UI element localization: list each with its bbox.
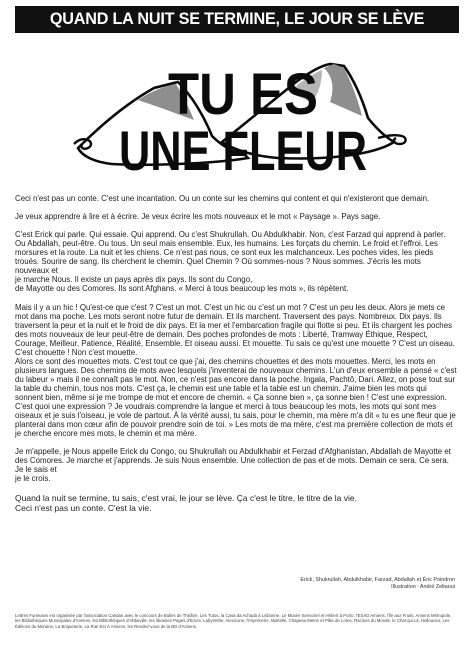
paragraph-name: Je m'appelle, je Nous appelle Erick du Congo, ou Shukrullah ou Abdulkhabir et Ferzad d'Afghanistan, Abdallah de Mayotte et des Comores. Je marche et j'apprends. Je suis Nous ensemble. Une collection de pas et de mots. Demain ce sera. Ce sera. Je le sais et je le crois.	[15, 447, 451, 484]
credits-illustration: Illustration : André Zeltaoui	[391, 584, 455, 590]
closing-line-2: Ceci n'est pas un conte. C'est la vie.	[15, 502, 152, 513]
credits-block	[300, 577, 455, 591]
closing-line-1: Quand la nuit se termine, tu sais, c'est vrai, le jour se lève. Ça c'est le titre, le titre de la vie.	[15, 492, 357, 503]
illustration-word-une-fleur: UNE FLEUR	[119, 119, 367, 179]
footer-partners: Lettres Furieuses est organisée par l'association Caridan avec le concours de Bulles de Théâtre, Les Tutos, la Casa da Achada à Lisbonne, Le Musée Sensoriel et Hébert à Porto, l'ESAD Amiens, l'Île aux Fruits, Amiens Métropole, les Bibliothèques Municipales d'Amiens, les Bibliothèques d'Abbeville, les librairies Pages d'Encre, Labyrinthe, Alexicone, l'Imprimerie, Martelle, Chapeau Melon et Pâte de Lores, Racines du Monde, le Chat qui Lit, Hellouoso, Les Éditions du Moraine, La Briqueterie, La Rue Est À Amiens, les Rendez-vous de la BD d'Amiens.	[15, 613, 452, 629]
credits-authors: Erick, Shukrullah, Abdulkhabir, Farzad, Abdallah et Éric Poindron	[300, 577, 455, 583]
paragraph-erick: C'est Erick qui parle. Qui essaie. Qui apprend. Ou c'est Shukrullah. Ou Abdulkhabir. Non, c'est Farzad qui apprend à parler. Ou Abdallah, peut-être. Ou tous. Un seul mais ensemble. Eux, les humains. Les forçats du chemin. Le froid et l'effroi. Les morsures et la route. La nuit et les chiens. Ce n'est pas nous, ce sont eux les malchanceux. Les poches vides, les pieds troués. Sourire de sang. Ils cherchent le chemin. Quel Chemin ? Où sommes-nous ? Nous sommes. J'écris les mots nouveaux et je marche Nous. Il existe un pays après dix pays. Ils sont du Congo, de Mayotte ou des Comores. Ils sont Afghans. « Merci à tous beaucoup les mots », ils répètent.	[15, 230, 446, 294]
paragraph-write: Je veux apprendre à lire et à écrire. Je veux écrire les mots nouveaux et le mot « Paysage ». Pays sage.	[15, 212, 381, 222]
title-illustration-svg	[72, 44, 410, 179]
title-illustration	[72, 44, 410, 179]
page-banner-title: QUAND LA NUIT SE TERMINE, LE JOUR SE LÈVE	[15, 6, 459, 33]
illustration-word-tu-es: TU ES	[168, 62, 318, 127]
paragraph-hic: Mais il y a un hic ! Qu'est-ce que c'est ? C'est un mot. C'est un hic ou c'est un mot ? C'est un peu les deux. Alors je mets ce mot dans ma poche. Les mots seront notre futur de demain. Et ils marchent. Traversent des pays. Nombreux. Dix pays. Ils traversent la peur et la nuit et le froid de dix pays. Et la mer et l'embarcation fragile qui flotte si peu. Et ils chargent les poches des mots nouveaux de leur peut-être de demain. Des poches profondes de mots : Liberté, Tramway Éthique, Respect, Courage, Meilleur, Patience, Réalité, Ensemble. Et oiseau aussi. Et mouette. Tu sais ce qu'est une mouette ? C'est un oiseau. C'est chouette ! Non c'est mouette. Alors ce sont des mouettes mots. C'est tout ce que j'ai, des chemins chouettes et des mots mouettes. Merci, les mots en plusieurs langues. Des chemins de mots avec lesquels j'inventerai de nouveaux chemins. L'un d'eux ensemble a pensé « c'est du labeur » mais il ne connaît pas le mot. Non, ce n'est pas encore dans la poche. Ingala, Pachtô, Dari. Allez, on pose tout sur la table du chemin, tous nos mots. C'est ça, le chemin est une table et la table est un chemin. J'aime bien les mots qui sonnent bien, même si je me trompe de mot et encore de chemin. « Ça sonne bien », ça sonne bien ! C'est une expression. C'est quoi une expression ? Je voudrais comprendre la langue et merci à tous beaucoup les mots, les mots qui sont mes oiseaux et je suis l'oiseau, je vole de partout. À la vérité aussi, tu sais, pour le chemin, ma mère m'a dit « tu es une fleur que je planterai dans mon cœur afin de pouvoir prendre soin de toi. » Les mots de ma mère, c'est ma première collection de mots et je cherche encore mes mots, le chemin et ma mère.	[15, 302, 457, 439]
paragraph-intro: Ceci n'est pas un conte. C'est une incantation. Ou un conte sur les chemins qui content et qui n'existeront que demain.	[15, 194, 430, 203]
story-text	[15, 194, 457, 513]
